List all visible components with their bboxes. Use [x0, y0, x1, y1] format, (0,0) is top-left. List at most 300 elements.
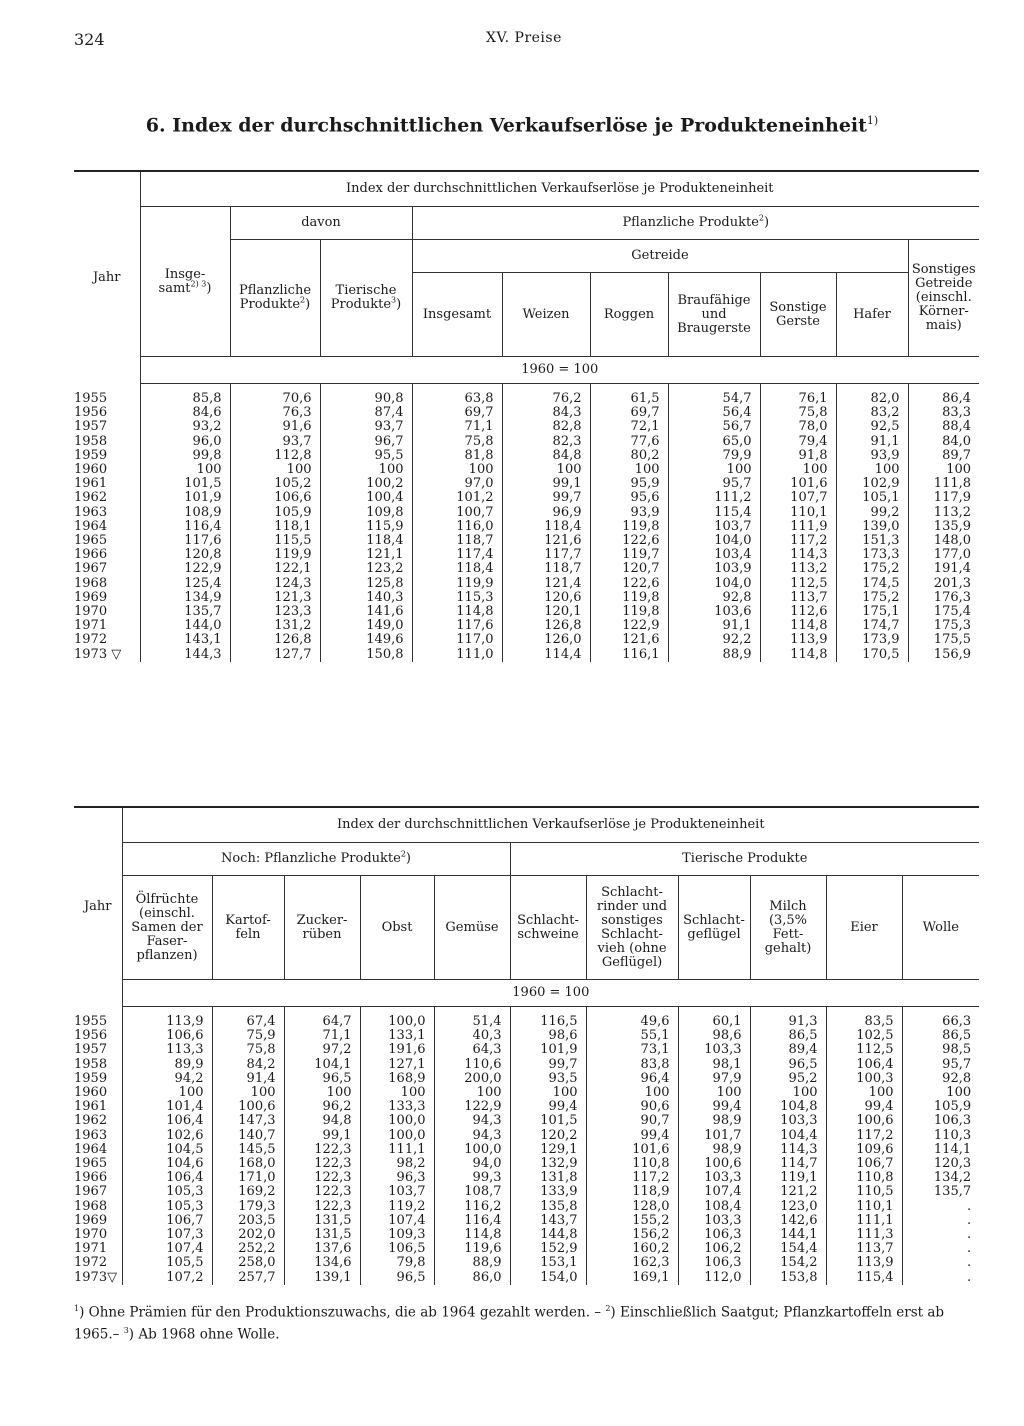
- value-cell: 102,6: [122, 1129, 212, 1143]
- value-cell: 99,7: [510, 1058, 586, 1072]
- value-cell: 100: [230, 463, 320, 477]
- value-cell: 100: [140, 463, 230, 477]
- col-kartoffeln: Kartof-feln: [212, 876, 284, 980]
- value-cell: 203,5: [212, 1214, 284, 1228]
- value-cell: 126,0: [502, 633, 590, 647]
- value-cell: 122,3: [284, 1185, 360, 1199]
- value-cell: 115,3: [412, 591, 502, 605]
- value-cell: 117,6: [412, 619, 502, 633]
- value-cell: 71,1: [284, 1029, 360, 1043]
- value-cell: 116,4: [140, 520, 230, 534]
- value-cell: 107,3: [122, 1228, 212, 1242]
- value-cell: 89,7: [908, 449, 979, 463]
- year-cell: 1961: [74, 1099, 108, 1115]
- year-cell: 1968: [74, 1198, 108, 1214]
- title-text: 6. Index der durchschnittlichen Verkaufserlöse je Produkteneinheit: [145, 114, 867, 137]
- col-schlachtgefluegel: Schlacht-geflügel: [678, 876, 750, 980]
- value-cell: 103,9: [668, 562, 760, 576]
- value-cell: 110,5: [826, 1185, 902, 1199]
- value-cell: 113,2: [760, 562, 836, 576]
- value-cell: 119,6: [434, 1242, 510, 1256]
- value-cell: 100: [908, 463, 979, 477]
- value-cell: 119,8: [590, 591, 668, 605]
- table-row: [74, 463, 979, 477]
- value-cell: 100: [320, 463, 412, 477]
- value-cell: 131,8: [510, 1171, 586, 1185]
- year-cell: 1960: [74, 462, 108, 478]
- value-cell: 69,7: [412, 406, 502, 420]
- col-sonstiges-getreide: Sonstiges Getreide (einschl. Körner-mais): [908, 240, 979, 357]
- value-cell: 76,3: [230, 406, 320, 420]
- value-cell: 94,2: [122, 1072, 212, 1086]
- value-cell: 69,7: [590, 406, 668, 420]
- value-cell: 71,1: [412, 420, 502, 434]
- value-cell: .: [902, 1214, 979, 1228]
- value-cell: 112,5: [760, 577, 836, 591]
- value-cell: 93,7: [320, 420, 412, 434]
- value-cell: 104,5: [122, 1143, 212, 1157]
- value-cell: 100: [836, 463, 908, 477]
- value-cell: 119,8: [590, 605, 668, 619]
- table-row: [74, 520, 979, 534]
- value-cell: 94,3: [434, 1129, 510, 1143]
- value-cell: 103,7: [668, 520, 760, 534]
- value-cell: 93,9: [836, 449, 908, 463]
- value-cell: 257,7: [212, 1271, 284, 1285]
- value-cell: 86,5: [902, 1029, 979, 1043]
- year-cell: 1960: [74, 1085, 108, 1101]
- value-cell: 99,1: [502, 477, 590, 491]
- value-cell: 114,3: [760, 548, 836, 562]
- value-cell: 169,1: [586, 1271, 678, 1285]
- value-cell: 111,9: [760, 520, 836, 534]
- value-cell: 66,3: [902, 1007, 979, 1030]
- value-cell: 88,9: [668, 648, 760, 662]
- value-cell: 170,5: [836, 648, 908, 662]
- table-row: [74, 1129, 979, 1143]
- value-cell: 83,5: [826, 1007, 902, 1030]
- year-cell: 1957: [74, 419, 108, 435]
- value-cell: 252,2: [212, 1242, 284, 1256]
- value-cell: 114,8: [760, 619, 836, 633]
- pflanzliche-note: 2: [758, 213, 764, 223]
- value-cell: 113,9: [122, 1007, 212, 1030]
- value-cell: 101,6: [586, 1143, 678, 1157]
- value-cell: 96,5: [360, 1271, 434, 1285]
- value-cell: .: [902, 1200, 979, 1214]
- value-cell: 124,3: [230, 577, 320, 591]
- value-cell: 103,4: [668, 548, 760, 562]
- value-cell: 88,4: [908, 420, 979, 434]
- value-cell: 79,4: [760, 435, 836, 449]
- value-cell: 55,1: [586, 1029, 678, 1043]
- year-cell: 1955: [74, 390, 108, 406]
- col-gemuese: Gemüse: [434, 876, 510, 980]
- value-cell: 114,4: [502, 648, 590, 662]
- value-cell: 140,3: [320, 591, 412, 605]
- value-cell: 122,9: [434, 1100, 510, 1114]
- value-cell: 108,9: [140, 506, 230, 520]
- year-header-2: Jahr: [83, 899, 112, 915]
- value-cell: 177,0: [908, 548, 979, 562]
- value-cell: 79,9: [668, 449, 760, 463]
- value-cell: 120,7: [590, 562, 668, 576]
- table-row: [74, 1100, 979, 1114]
- value-cell: 87,4: [320, 406, 412, 420]
- value-cell: 90,7: [586, 1114, 678, 1128]
- col-pflanz-label: Pflanzliche Produkte: [238, 283, 312, 312]
- footnotes: $^1$) Ohne Prämien für den Produktionszuwachs, die ab 1964 gezahlt werden. – $^2$) Einschließlich Saatgut; Pflanzkartoffeln erst ab 1965.– $^3$) Ab 1968 ohne Wolle.: [74, 1304, 945, 1342]
- value-cell: 123,3: [230, 605, 320, 619]
- value-cell: 122,6: [590, 534, 668, 548]
- year-cell: 1956: [74, 405, 108, 421]
- value-cell: 175,3: [908, 619, 979, 633]
- value-cell: 151,3: [836, 534, 908, 548]
- value-cell: 114,8: [434, 1228, 510, 1242]
- value-cell: 91,6: [230, 420, 320, 434]
- year-cell: 1967: [74, 561, 108, 577]
- value-cell: 111,8: [908, 477, 979, 491]
- value-cell: 80,2: [590, 449, 668, 463]
- value-cell: 96,9: [502, 506, 590, 520]
- value-cell: 94,0: [434, 1157, 510, 1171]
- value-cell: 144,0: [140, 619, 230, 633]
- value-cell: 92,2: [668, 633, 760, 647]
- value-cell: 100: [826, 1086, 902, 1100]
- value-cell: 112,5: [826, 1043, 902, 1057]
- value-cell: 115,9: [320, 520, 412, 534]
- value-cell: 106,4: [122, 1171, 212, 1185]
- value-cell: 119,1: [750, 1171, 826, 1185]
- value-cell: 168,9: [360, 1072, 434, 1086]
- year-cell: 1959: [74, 447, 108, 463]
- value-cell: 113,9: [826, 1256, 902, 1270]
- value-cell: 117,9: [908, 491, 979, 505]
- pflanzliche-header: Pflanzliche Produkte$^2$): [412, 207, 979, 240]
- year-cell: 1957: [74, 1042, 108, 1058]
- table-row: [74, 1228, 979, 1242]
- table-row: [74, 633, 979, 647]
- value-cell: 100: [586, 1086, 678, 1100]
- year-cell: 1972: [74, 1255, 108, 1271]
- value-cell: 103,6: [668, 605, 760, 619]
- table-row: [74, 1058, 979, 1072]
- year-cell: 1969: [74, 589, 108, 605]
- value-cell: 144,8: [510, 1228, 586, 1242]
- value-cell: 110,8: [826, 1171, 902, 1185]
- value-cell: 152,9: [510, 1242, 586, 1256]
- value-cell: 100: [510, 1086, 586, 1100]
- value-cell: 118,4: [320, 534, 412, 548]
- col-insgesamt-main-note: 2) 3: [190, 279, 207, 289]
- value-cell: 105,3: [122, 1200, 212, 1214]
- value-cell: 116,0: [412, 520, 502, 534]
- value-cell: 99,1: [284, 1129, 360, 1143]
- value-cell: 98,5: [902, 1043, 979, 1057]
- year-cell: 1966: [74, 1170, 108, 1186]
- value-cell: 96,5: [750, 1058, 826, 1072]
- value-cell: 88,9: [434, 1256, 510, 1270]
- value-cell: 103,3: [678, 1171, 750, 1185]
- year-cell: 1963: [74, 1127, 108, 1143]
- value-cell: 175,4: [908, 605, 979, 619]
- value-cell: 118,4: [412, 562, 502, 576]
- value-cell: 120,3: [902, 1157, 979, 1171]
- year-cell: 1972: [74, 632, 108, 648]
- value-cell: 150,8: [320, 648, 412, 662]
- value-cell: 110,8: [586, 1157, 678, 1171]
- value-cell: 125,8: [320, 577, 412, 591]
- value-cell: 103,3: [750, 1114, 826, 1128]
- value-cell: 97,2: [284, 1043, 360, 1057]
- col-insgesamt-main: Insge- samt$^{2) 3}$): [140, 207, 230, 357]
- year-cell: 1962: [74, 1113, 108, 1129]
- value-cell: 105,5: [122, 1256, 212, 1270]
- value-cell: 84,6: [140, 406, 230, 420]
- value-cell: 169,2: [212, 1185, 284, 1199]
- col-weizen: Weizen: [502, 273, 590, 357]
- table-row: [74, 1185, 979, 1199]
- value-cell: 106,6: [122, 1029, 212, 1043]
- value-cell: 107,4: [360, 1214, 434, 1228]
- value-cell: 108,4: [678, 1200, 750, 1214]
- value-cell: 127,7: [230, 648, 320, 662]
- value-cell: 98,6: [678, 1029, 750, 1043]
- value-cell: 100,0: [360, 1114, 434, 1128]
- col-pflanz-note: 2: [300, 295, 306, 305]
- value-cell: 121,4: [502, 577, 590, 591]
- col-eier: Eier: [826, 876, 902, 980]
- value-cell: 171,0: [212, 1171, 284, 1185]
- value-cell: 96,3: [360, 1171, 434, 1185]
- table-row: [74, 577, 979, 591]
- value-cell: 113,7: [760, 591, 836, 605]
- title-footnote-ref: 1): [866, 114, 879, 127]
- value-cell: 115,4: [668, 506, 760, 520]
- value-cell: 97,9: [678, 1072, 750, 1086]
- value-cell: 102,5: [826, 1029, 902, 1043]
- value-cell: 75,9: [212, 1029, 284, 1043]
- value-cell: 114,7: [750, 1157, 826, 1171]
- value-cell: 51,4: [434, 1007, 510, 1030]
- value-cell: 133,1: [360, 1029, 434, 1043]
- value-cell: 126,8: [230, 633, 320, 647]
- value-cell: 101,2: [412, 491, 502, 505]
- value-cell: 100: [284, 1086, 360, 1100]
- value-cell: 100: [590, 463, 668, 477]
- value-cell: 98,9: [678, 1143, 750, 1157]
- page-number: 324: [74, 30, 105, 49]
- value-cell: 92,5: [836, 420, 908, 434]
- value-cell: 111,1: [826, 1214, 902, 1228]
- table-row: [74, 619, 979, 633]
- value-cell: 119,8: [590, 520, 668, 534]
- page-title: [0, 114, 1024, 136]
- value-cell: 64,7: [284, 1007, 360, 1030]
- value-cell: 131,2: [230, 619, 320, 633]
- value-cell: 121,6: [590, 633, 668, 647]
- value-cell: 118,1: [230, 520, 320, 534]
- value-cell: 122,3: [284, 1200, 360, 1214]
- value-cell: 49,6: [586, 1007, 678, 1030]
- value-cell: 135,9: [908, 520, 979, 534]
- col-oelfruechte: Ölfrüchte (einschl. Samen der Faser-pflanzen): [122, 876, 212, 980]
- value-cell: 95,6: [590, 491, 668, 505]
- value-cell: 90,6: [586, 1100, 678, 1114]
- value-cell: 84,3: [502, 406, 590, 420]
- value-cell: 119,7: [590, 548, 668, 562]
- table-row: [74, 548, 979, 562]
- table-2-body: [74, 1007, 979, 1285]
- value-cell: 153,1: [510, 1256, 586, 1270]
- value-cell: 122,9: [590, 619, 668, 633]
- col-insgesamt-main-label: Insge- samt: [158, 266, 206, 296]
- value-cell: 83,2: [836, 406, 908, 420]
- value-cell: 99,4: [678, 1100, 750, 1114]
- year-cell: 1971: [74, 1241, 108, 1257]
- value-cell: 121,1: [320, 548, 412, 562]
- table-row: [74, 1086, 979, 1100]
- value-cell: 144,3: [140, 648, 230, 662]
- value-cell: 99,2: [836, 506, 908, 520]
- value-cell: 101,5: [510, 1114, 586, 1128]
- value-cell: 123,2: [320, 562, 412, 576]
- value-cell: 96,0: [140, 435, 230, 449]
- value-cell: 128,0: [586, 1200, 678, 1214]
- value-cell: 142,6: [750, 1214, 826, 1228]
- value-cell: 115,5: [230, 534, 320, 548]
- value-cell: 95,7: [668, 477, 760, 491]
- value-cell: 99,4: [826, 1100, 902, 1114]
- value-cell: 139,0: [836, 520, 908, 534]
- value-cell: 90,8: [320, 384, 412, 407]
- value-cell: 103,7: [360, 1185, 434, 1199]
- value-cell: 117,2: [826, 1129, 902, 1143]
- value-cell: 114,8: [760, 648, 836, 662]
- value-cell: 100: [678, 1086, 750, 1100]
- value-cell: 103,3: [678, 1214, 750, 1228]
- value-cell: 104,0: [668, 577, 760, 591]
- value-cell: 98,2: [360, 1157, 434, 1171]
- value-cell: 91,1: [836, 435, 908, 449]
- getreide-header: Getreide: [412, 240, 908, 273]
- value-cell: 106,4: [826, 1058, 902, 1072]
- value-cell: 113,3: [122, 1043, 212, 1057]
- value-cell: 100,0: [434, 1143, 510, 1157]
- value-cell: 107,4: [678, 1185, 750, 1199]
- year-cell: 1956: [74, 1028, 108, 1044]
- value-cell: 94,3: [434, 1114, 510, 1128]
- noch-label: Noch: Pflanzliche Produkte: [220, 851, 401, 866]
- value-cell: 116,5: [510, 1007, 586, 1030]
- value-cell: 125,4: [140, 577, 230, 591]
- value-cell: 176,3: [908, 591, 979, 605]
- value-cell: 70,6: [230, 384, 320, 407]
- value-cell: 100,0: [360, 1007, 434, 1030]
- value-cell: 98,1: [678, 1058, 750, 1072]
- value-cell: 78,0: [760, 420, 836, 434]
- col-tier-note: 3: [391, 295, 397, 305]
- value-cell: 84,2: [212, 1058, 284, 1072]
- value-cell: 61,5: [590, 384, 668, 407]
- value-cell: 200,0: [434, 1072, 510, 1086]
- value-cell: 64,3: [434, 1043, 510, 1057]
- value-cell: 101,6: [760, 477, 836, 491]
- value-cell: 175,2: [836, 562, 908, 576]
- value-cell: 60,1: [678, 1007, 750, 1030]
- col-sonstige-gerste: Sonstige Gerste: [760, 273, 836, 357]
- value-cell: 143,1: [140, 633, 230, 647]
- value-cell: 122,3: [284, 1171, 360, 1185]
- value-cell: 75,8: [412, 435, 502, 449]
- year-cell: 1962: [74, 490, 108, 506]
- value-cell: 106,6: [230, 491, 320, 505]
- value-cell: 131,5: [284, 1214, 360, 1228]
- value-cell: 100: [212, 1086, 284, 1100]
- value-cell: 107,7: [760, 491, 836, 505]
- value-cell: 175,5: [908, 633, 979, 647]
- value-cell: 149,0: [320, 619, 412, 633]
- value-cell: 175,1: [836, 605, 908, 619]
- value-cell: 133,9: [510, 1185, 586, 1199]
- value-cell: 118,4: [502, 520, 590, 534]
- value-cell: 100: [902, 1086, 979, 1100]
- value-cell: 121,6: [502, 534, 590, 548]
- value-cell: 174,7: [836, 619, 908, 633]
- tierische-header: Tierische Produkte: [510, 843, 979, 876]
- value-cell: 86,5: [750, 1029, 826, 1043]
- value-cell: 104,4: [750, 1129, 826, 1143]
- col-wolle: Wolle: [902, 876, 979, 980]
- value-cell: 83,3: [908, 406, 979, 420]
- value-cell: 122,3: [284, 1143, 360, 1157]
- value-cell: 100: [750, 1086, 826, 1100]
- value-cell: 143,7: [510, 1214, 586, 1228]
- value-cell: 201,3: [908, 577, 979, 591]
- base-year-label: 1960 = 100: [140, 357, 979, 384]
- col-pflanz: Pflanzliche Produkte$^2$): [230, 240, 320, 357]
- value-cell: 110,3: [902, 1129, 979, 1143]
- table-row: [74, 435, 979, 449]
- value-cell: 100: [760, 463, 836, 477]
- col-schlachtschweine: Schlacht-schweine: [510, 876, 586, 980]
- year-header: Jahr: [92, 269, 121, 285]
- value-cell: 102,9: [836, 477, 908, 491]
- value-cell: 179,3: [212, 1200, 284, 1214]
- value-cell: 110,6: [434, 1058, 510, 1072]
- footnote-3: Ab 1968 ohne Wolle.: [138, 1326, 280, 1342]
- value-cell: 85,8: [140, 384, 230, 407]
- noch-note: 2: [400, 849, 406, 859]
- table-row: [74, 1200, 979, 1214]
- value-cell: 116,1: [590, 648, 668, 662]
- value-cell: 92,8: [902, 1072, 979, 1086]
- value-cell: 137,6: [284, 1242, 360, 1256]
- value-cell: 56,4: [668, 406, 760, 420]
- value-cell: 112,8: [230, 449, 320, 463]
- value-cell: 131,5: [284, 1228, 360, 1242]
- value-cell: 100,3: [826, 1072, 902, 1086]
- value-cell: 155,2: [586, 1214, 678, 1228]
- value-cell: 95,5: [320, 449, 412, 463]
- table-row: [74, 1157, 979, 1171]
- footnote-2: Einschließlich Saatgut; Pflanzkartoffeln erst ab 1965.–: [74, 1304, 945, 1342]
- table-row: [74, 506, 979, 520]
- group-title: Index der durchschnittlichen Verkaufserlöse je Produkteneinheit: [140, 171, 979, 207]
- value-cell: 141,6: [320, 605, 412, 619]
- value-cell: 91,8: [760, 449, 836, 463]
- noch-pflanzliche-header: Noch: Pflanzliche Produkte$^2$): [122, 843, 510, 876]
